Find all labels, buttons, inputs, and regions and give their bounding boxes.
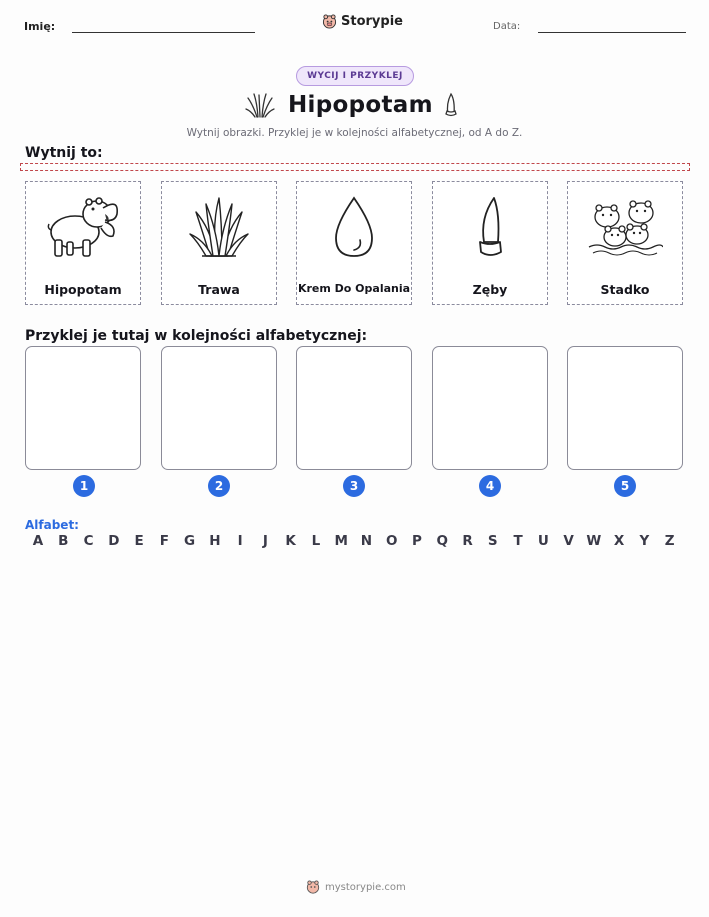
cut-card-trawa[interactable] bbox=[161, 181, 277, 305]
paste-box-3[interactable] bbox=[296, 346, 412, 470]
letter: P bbox=[412, 533, 422, 549]
brand-name: Storypie bbox=[341, 14, 403, 29]
grass-icon bbox=[188, 194, 250, 260]
letter: M bbox=[334, 533, 348, 549]
name-label: Imię: bbox=[24, 20, 56, 33]
letter: Z bbox=[664, 533, 675, 549]
letter: Q bbox=[436, 533, 448, 549]
name-line[interactable] bbox=[72, 32, 255, 33]
storypie-logo-icon bbox=[322, 14, 337, 29]
letter: D bbox=[108, 533, 120, 549]
letter: E bbox=[134, 533, 144, 549]
card-label: Zęby bbox=[472, 282, 508, 297]
activity-badge: WYCIJ I PRZYKLEJ bbox=[296, 66, 414, 86]
tooth-decor-icon bbox=[442, 92, 460, 118]
paste-box-4[interactable] bbox=[432, 346, 548, 470]
letter: G bbox=[184, 533, 196, 549]
position-number: 1 bbox=[73, 475, 95, 497]
position-number: 4 bbox=[479, 475, 501, 497]
tooth-icon bbox=[470, 194, 510, 260]
position-number: 3 bbox=[343, 475, 365, 497]
position-number: 5 bbox=[614, 475, 636, 497]
card-label: Stadko bbox=[600, 282, 650, 297]
page-title: Hipopotam bbox=[288, 92, 433, 118]
footer bbox=[306, 880, 406, 894]
paste-box-1[interactable] bbox=[25, 346, 141, 470]
letter: B bbox=[58, 533, 69, 549]
cut-card-stadko[interactable] bbox=[567, 181, 683, 305]
letter: I bbox=[237, 533, 243, 549]
letter: H bbox=[209, 533, 221, 549]
letter: S bbox=[487, 533, 498, 549]
hippo-icon bbox=[45, 192, 121, 262]
letter: U bbox=[537, 533, 549, 549]
letter: Y bbox=[639, 533, 650, 549]
date-label: Data: bbox=[493, 21, 521, 32]
letter: T bbox=[513, 533, 523, 549]
footer-link[interactable]: mystorypie.com bbox=[325, 881, 406, 893]
letter: L bbox=[311, 533, 321, 549]
letter: F bbox=[159, 533, 169, 549]
letter: J bbox=[262, 533, 268, 549]
cut-card-krem-do-opalania[interactable] bbox=[296, 181, 412, 305]
paste-box-2[interactable] bbox=[161, 346, 277, 470]
letter: K bbox=[285, 533, 296, 549]
paste-box-5[interactable] bbox=[567, 346, 683, 470]
letter: X bbox=[613, 533, 625, 549]
letter: C bbox=[83, 533, 94, 549]
drop-icon bbox=[328, 194, 380, 260]
card-label: Krem Do Opalania bbox=[297, 282, 411, 295]
cut-line bbox=[20, 163, 690, 171]
grass-decor-icon bbox=[245, 91, 275, 119]
letter: W bbox=[586, 533, 602, 549]
letter: V bbox=[563, 533, 574, 549]
alphabet-title: Alfabet: bbox=[25, 518, 79, 532]
letter: A bbox=[32, 533, 44, 549]
letter: O bbox=[385, 533, 398, 549]
brand-logo bbox=[322, 14, 403, 29]
cut-card-hipopotam[interactable] bbox=[25, 181, 141, 305]
card-label: Hipopotam bbox=[44, 282, 122, 297]
letter: N bbox=[360, 533, 373, 549]
storypie-footer-icon bbox=[306, 880, 320, 894]
hippo-herd-icon bbox=[587, 197, 663, 257]
paste-section-title: Przyklej je tutaj w kolejności alfabetycznej: bbox=[25, 328, 368, 344]
instructions: Wytnij obrazki. Przyklej je w kolejności alfabetycznej, od A do Z. bbox=[186, 127, 523, 139]
date-line[interactable] bbox=[538, 32, 686, 33]
cut-card-zeby[interactable] bbox=[432, 181, 548, 305]
cut-section-title: Wytnij to: bbox=[25, 145, 103, 161]
card-label: Trawa bbox=[198, 282, 240, 297]
letter: R bbox=[462, 533, 473, 549]
alphabet-row bbox=[30, 533, 678, 549]
position-number: 2 bbox=[208, 475, 230, 497]
